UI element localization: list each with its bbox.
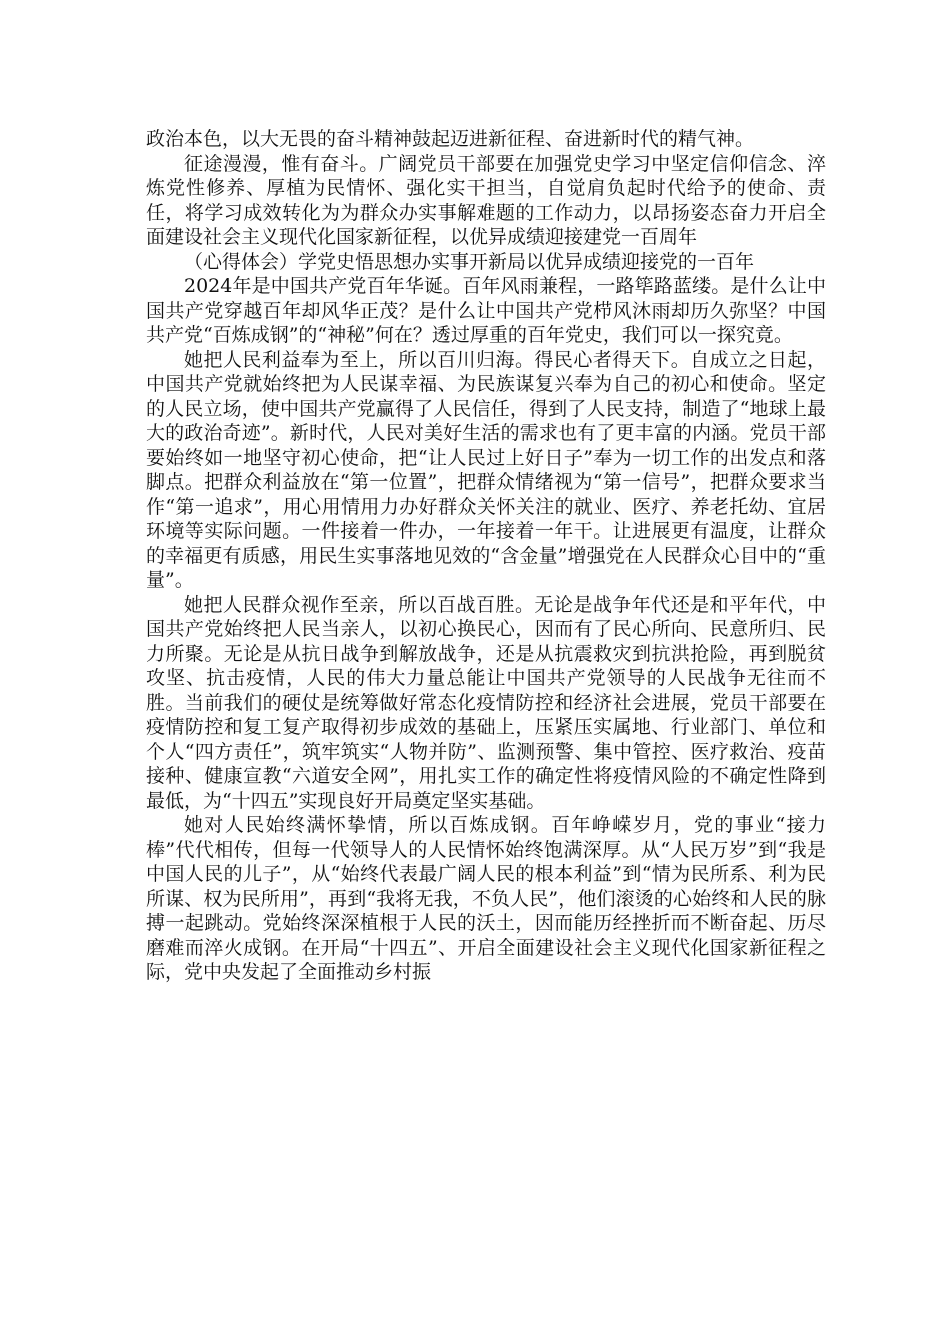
paragraph-2: 征途漫漫，惟有奋斗。广阔党员干部要在加强党史学习中坚定信仰信念、淬炼党性修养、厚植为民情怀、强化实干担当，自觉肩负起时代给予的使命、责任，将学习成效转化为为群众办实事解难题的工作动力，以昂扬姿态奋力开启全面建设社会主义现代化国家新征程，以优异成绩迎接建党一百周年	[146, 152, 826, 248]
document-body	[146, 127, 826, 985]
paragraph-3: 2024年是中国共产党百年华诞。百年风雨兼程，一路筚路蓝缕。是什么让中国共产党穿越百年却风华正茂？是什么让中国共产党栉风沐雨却历久弥坚？中国共产党“百炼成钢”的“神秘”何在？透过厚重的百年党史，我们可以一探究竟。	[146, 275, 826, 346]
paragraph-1: 政治本色，以大无畏的奋斗精神鼓起迈进新征程、奋进新时代的精气神。	[146, 128, 755, 150]
section-heading: （心得体会）学党史悟思想办实事开新局以优异成绩迎接党的一百年	[184, 250, 755, 273]
paragraph-4: 她把人民利益奉为至上，所以百川归海。得民心者得天下。自成立之日起，中国共产党就始终把为人民谋幸福、为民族谋复兴奉为自己的初心和使命。坚定的人民立场，使中国共产党赢得了人民信任，得到了人民支持，制造了“地球上最大的政治奇迹”。新时代，人民对美好生活的需求也有了更丰富的内涵。党员干部要始终如一地坚守初心使命，把“让人民过上好日子”奉为一切工作的出发点和落脚点。把群众利益放在“第一位置”，把群众情绪视为“第一信号”，把群众要求当作“第一追求”，用心用情用力办好群众关怀关注的就业、医疗、养老托幼、宜居环境等实际问题。一件接着一件办，一年接着一年干。让进展更有温度，让群众的幸福更有质感，用民生实事落地见效的“含金量”增强党在人民群众心目中的“重量”。	[146, 348, 826, 591]
paragraph-5: 她把人民群众视作至亲，所以百战百胜。无论是战争年代还是和平年代，中国共产党始终把人民当亲人，以初心换民心，因而有了民心所向、民意所归、民力所聚。无论是从抗日战争到解放战争，还是从抗震救灾到抗洪抢险，再到脱贫攻坚、抗击疫情，人民的伟大力量总能让中国共产党领导的人民战争无往而不胜。当前我们的硬仗是统筹做好常态化疫情防控和经济社会进展，党员干部要在疫情防控和复工复产取得初步成效的基础上，压紧压实属地、行业部门、单位和个人“四方责任”，筑牢筑实“人物并防”、监测预警、集中管控、医疗救治、疫苗接种、健康宣教“六道安全网”，用扎实工作的确定性将疫情风险的不确定性降到最低，为“十四五”实现良好开局奠定坚实基础。	[146, 593, 826, 812]
paragraph-6: 她对人民始终满怀挚情，所以百炼成钢。百年峥嵘岁月，党的事业“接力棒”代代相传，但每一代领导人的人民情怀始终饱满深厚。从“人民万岁”到“我是中国人民的儿子”，从“始终代表最广阔人民的根本利益”到“情为民所系、利为民所谋、权为民所用”，再到“我将无我，不负人民”，他们滚烫的心始终和人民的脉搏一起跳动。党始终深深植根于人民的沃土，因而能历经挫折而不断奋起、历尽磨难而淬火成钢。在开局“十四五”、开启全面建设社会主义现代化国家新征程之际，党中央发起了全面推动乡村振	[146, 814, 826, 983]
